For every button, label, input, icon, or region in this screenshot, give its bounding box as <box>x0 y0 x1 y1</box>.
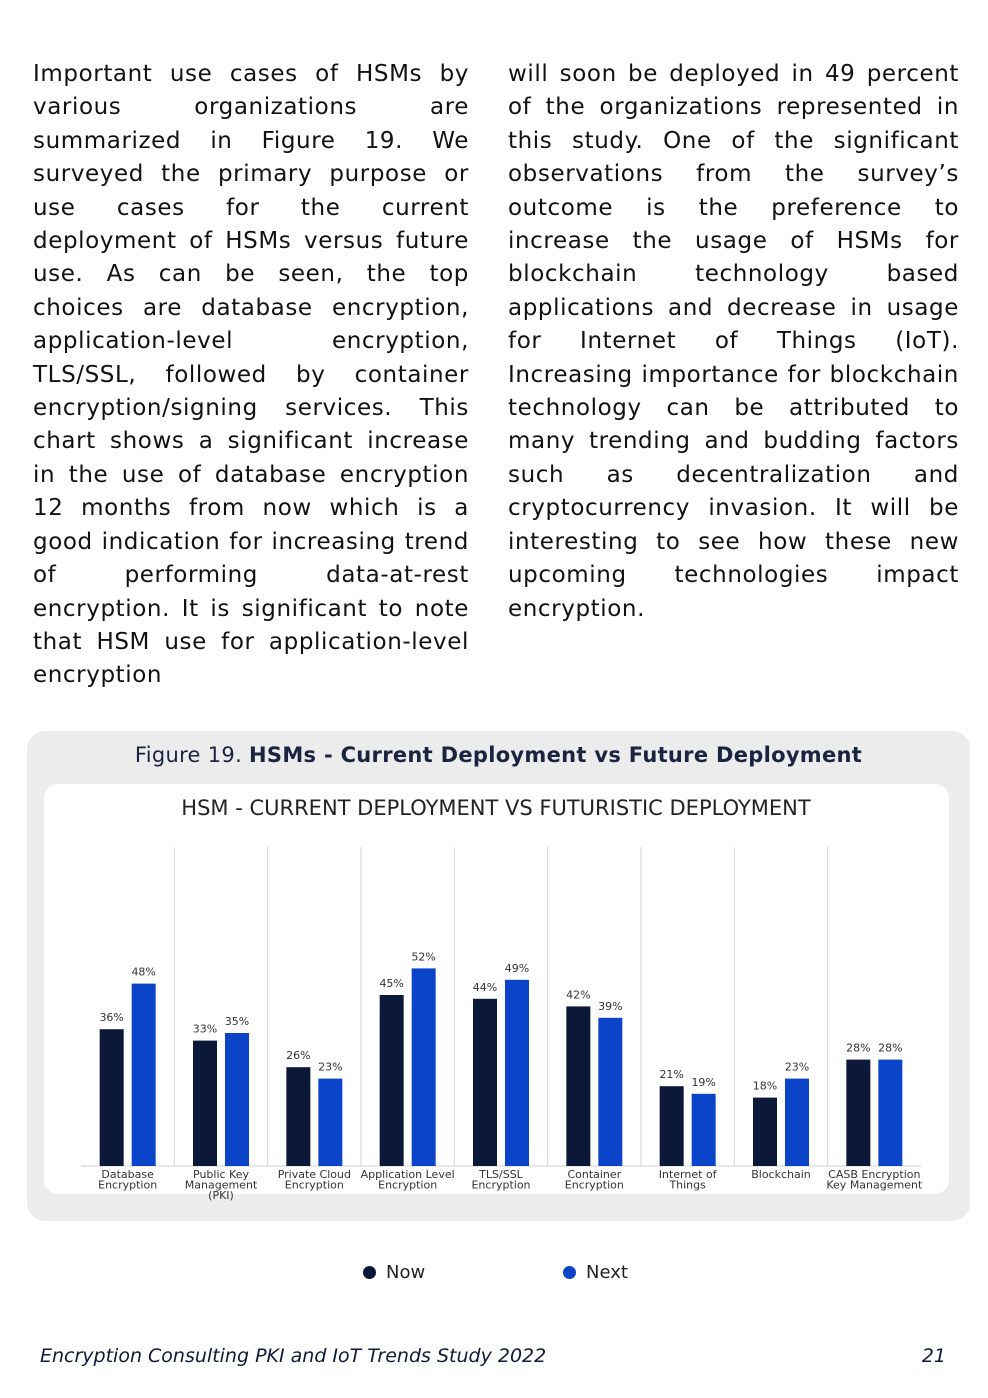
data-label-now: 42% <box>566 988 591 1002</box>
bar-next <box>412 968 436 1166</box>
category-label: Encryption <box>564 1178 624 1192</box>
category-label: CASB Encryption <box>828 1168 921 1181</box>
data-label-now: 26% <box>286 1049 311 1063</box>
data-label-next: 35% <box>224 1015 250 1028</box>
category-label: Encryption <box>98 1178 158 1192</box>
bar-now <box>660 1086 684 1166</box>
legend-item-now <box>363 1262 425 1283</box>
page-number: 21 <box>921 1345 946 1367</box>
bar-now <box>380 995 404 1166</box>
footer-report-title: Encryption Consulting PKI and IoT Trends Study 2022 <box>40 1345 547 1367</box>
bar-now <box>566 1006 590 1166</box>
data-label-now: 33% <box>192 1022 218 1036</box>
category-label: Database <box>101 1168 154 1181</box>
bar-next <box>785 1079 809 1166</box>
bar-next <box>225 1033 249 1166</box>
category-label: Things <box>669 1178 706 1192</box>
data-label-next: 48% <box>131 965 156 979</box>
figure-caption <box>27 743 970 767</box>
bar-next <box>505 980 529 1166</box>
category-label: Key Management <box>826 1178 923 1192</box>
category-label: (PKI) <box>208 1189 234 1202</box>
bar-now <box>846 1060 870 1166</box>
category-label: TLS/SSL <box>479 1168 523 1181</box>
figure-panel <box>27 731 970 1221</box>
legend-item-next <box>563 1262 628 1283</box>
figure-caption-prefix: Figure 19. <box>134 743 243 767</box>
data-label-next: 23% <box>318 1060 343 1074</box>
category-label: Management <box>184 1178 258 1192</box>
bar-now <box>193 1041 217 1166</box>
chart-card <box>44 784 949 1202</box>
category-label: Internet of <box>658 1168 717 1181</box>
bar-now <box>286 1067 310 1166</box>
body-text-left-column: Important use cases of HSMs by various organizations are summarized in Figure 19. We surveyed the primary purpose or use cases for the current deployment of HSMs versus future use. As can be seen, the top choices are database encryption, application-level encryption, TLS/SSL, followed by container encryption/signing services. This chart shows a significant increase in the use of database encryption 12 months from now which is a good indication for increasing trend of performing data-at-rest encryption. It is significant to note that HSM use for application-level encryption <box>33 61 469 689</box>
data-label-next: 49% <box>504 961 530 975</box>
data-label-now: 18% <box>752 1079 778 1093</box>
bar-next <box>692 1094 716 1166</box>
data-label-now: 28% <box>846 1041 871 1055</box>
chart-legend <box>0 1262 988 1286</box>
bar-now <box>473 999 497 1166</box>
data-label-next: 28% <box>878 1041 903 1055</box>
bar-now <box>753 1098 777 1166</box>
category-label: Public Key <box>193 1168 249 1181</box>
bar-next <box>878 1060 902 1166</box>
data-label-next: 23% <box>784 1060 810 1074</box>
figure-caption-title: HSMs - Current Deployment vs Future Deployment <box>249 743 863 767</box>
data-label-now: 36% <box>99 1011 124 1025</box>
bar-next <box>318 1079 342 1166</box>
data-label-next: 52% <box>411 950 436 964</box>
bar-next <box>598 1018 622 1166</box>
legend-label-now: Now <box>386 1262 426 1283</box>
data-label-next: 39% <box>598 999 623 1013</box>
legend-swatch-next <box>563 1266 576 1279</box>
category-label: Encryption <box>378 1178 438 1192</box>
data-label-now: 44% <box>472 980 498 994</box>
bar-chart <box>44 784 949 1202</box>
category-label: Encryption <box>471 1178 531 1192</box>
body-text-right-column: will soon be deployed in 49 percent of the organizations represented in this study. One of the significant observations from the survey’s outcome is the preference to increase the usage of HSMs for blockchain technology based applications and decrease in usage for Internet of Things (IoT). Increasing importance for blockchain technology can be attributed to many trending and budding factors such as decentralization and cryptocurrency invasion. It will be interesting to see how these new upcoming technologies impact encryption. <box>508 61 959 622</box>
category-label: Container <box>567 1168 622 1181</box>
category-label: Blockchain <box>751 1168 811 1181</box>
legend-label-next: Next <box>586 1262 628 1283</box>
legend-swatch-now <box>363 1266 376 1279</box>
data-label-now: 21% <box>659 1068 684 1082</box>
bar-now <box>100 1029 124 1166</box>
chart-title: HSM - CURRENT DEPLOYMENT VS FUTURISTIC DEPLOYMENT <box>181 796 811 820</box>
data-label-now: 45% <box>379 977 404 990</box>
category-label: Encryption <box>284 1178 344 1192</box>
data-label-next: 19% <box>691 1075 716 1089</box>
category-label: Private Cloud <box>277 1168 351 1181</box>
bar-next <box>132 984 156 1166</box>
category-label: Application Level <box>360 1168 455 1181</box>
